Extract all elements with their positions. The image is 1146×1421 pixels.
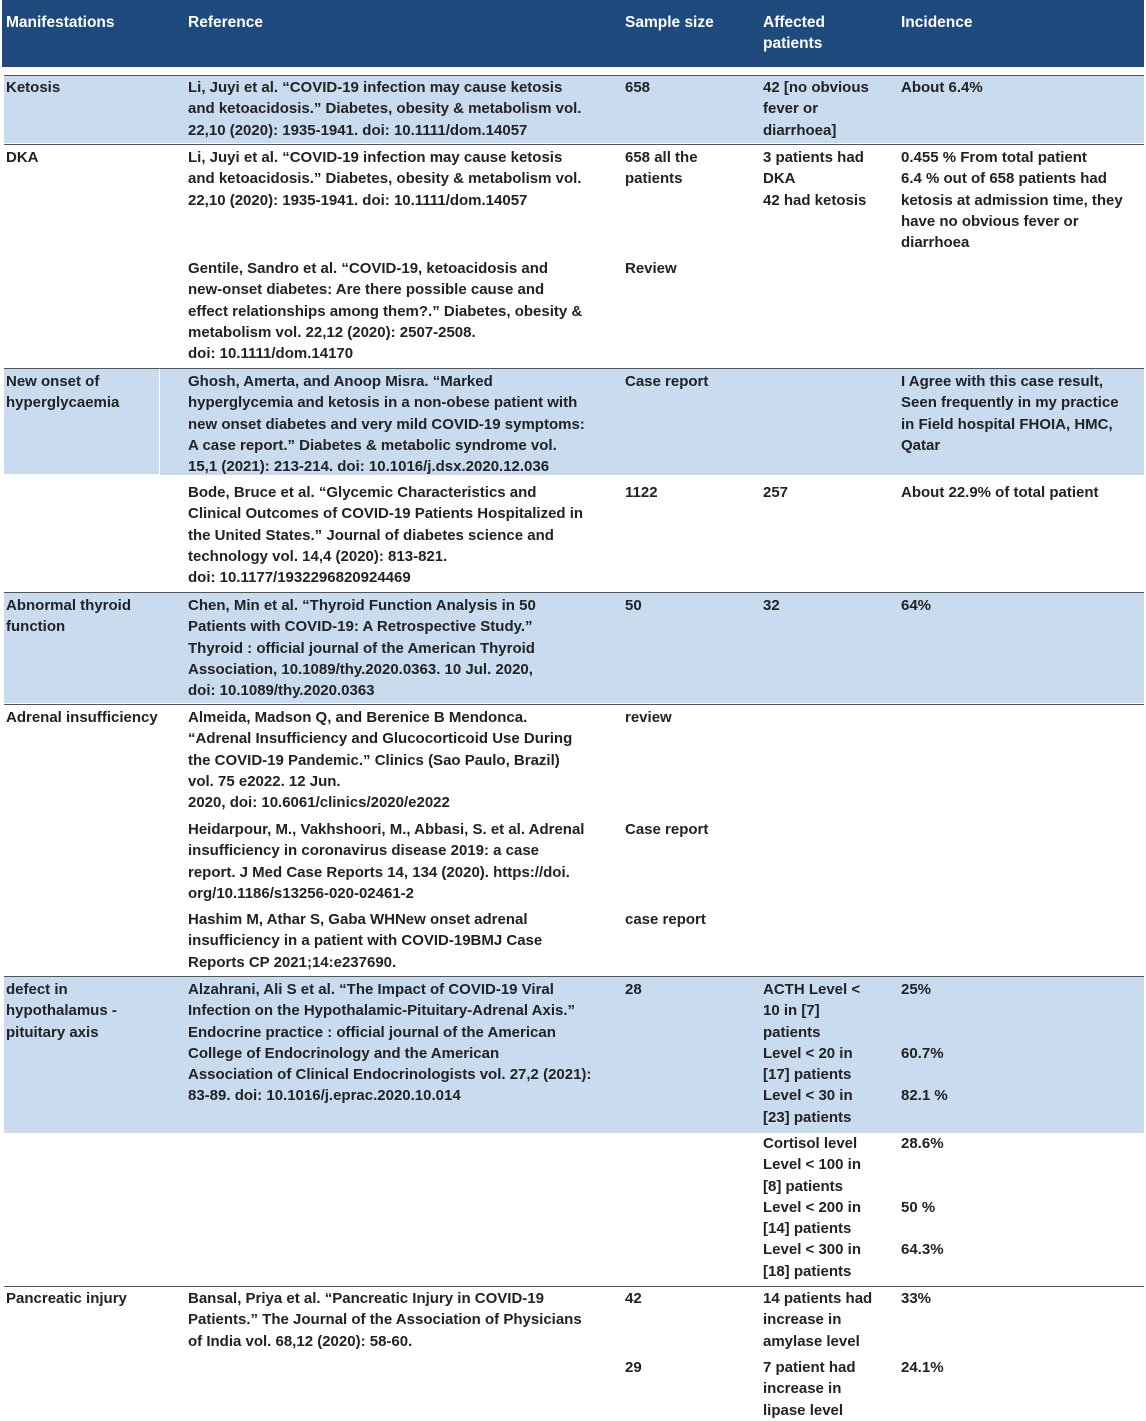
incidence-thyroid: 64% xyxy=(901,597,932,614)
reference-hpa: Alzahrani, Ali S et al. “The Impact of COVID-19 Viral Infection on the Hypothalamic-Pituitary-Adrenal Axis.” Endocrine practice : official journal of the American College of Endocrinology and the American Association of Clinical Endocrinologists vol. 27,2 (2021): 83-89. doi: 10.1016/j.eprac.2020.10.014 xyxy=(188,981,592,1105)
reference-thyroid: Chen, Min et al. “Thyroid Function Analysis in 50 Patients with COVID-19: A Retrospective Study.” Thyroid : official journal of the American Thyroid Association, 10.1089/thy.2020.0363. 10 Jul. 2020, doi: 10.1089/thy.2020.0363 xyxy=(188,597,536,700)
row-divider xyxy=(4,368,1144,369)
affected-ketosis: 42 [no obvious fever or diarrhoea] xyxy=(763,79,869,139)
header-manifestations: Manifestations xyxy=(6,14,115,31)
sample-adrenal: review xyxy=(625,709,672,726)
manifestation-hyperglycaemia: New onset of hyperglycaemia xyxy=(6,373,120,412)
manifestation-thyroid: Abnormal thyroid function xyxy=(6,597,132,636)
reference-hyperglycaemia-2: Bode, Bruce et al. “Glycemic Characteristics and Clinical Outcomes of COVID-19 Patients Hospitalized in the United States.” Journal of diabetes science and technology vol. 14,4 (2020): 813-821. doi: 10.1177/1932296820924469 xyxy=(188,484,584,587)
sample-ketosis: 658 xyxy=(625,79,651,96)
affected-thyroid: 32 xyxy=(763,597,780,614)
reference-ketosis: Li, Juyi et al. “COVID-19 infection may cause ketosis and ketoacidosis.” Diabetes, obesity & metabolism vol. 22,10 (2020): 1935-1941. doi: 10.1111/dom.14057 xyxy=(188,79,582,139)
sample-adrenal-2: Case report xyxy=(625,821,709,838)
header-sample-size: Sample size xyxy=(625,14,714,31)
table-header xyxy=(2,0,1144,67)
incidence-ketosis: About 6.4% xyxy=(901,79,983,96)
reference-adrenal-2: Heidarpour, M., Vakhshoori, M., Abbasi, S. et al. Adrenal insufficiency in coronavirus disease 2019: a case report. J Med Case Reports 14, 134 (2020). https://doi. org/10.1186/s13256-020-02461-2 xyxy=(188,821,585,902)
sample-pancreas: 42 xyxy=(625,1290,642,1307)
row-divider xyxy=(4,704,1144,705)
reference-pancreas: Bansal, Priya et al. “Pancreatic Injury in COVID-19 Patients.” The Journal of the Association of Physicians of India vol. 68,12 (2020): 58-60. xyxy=(188,1290,582,1350)
row-divider xyxy=(4,75,1144,76)
affected-hyperglycaemia-2: 257 xyxy=(763,484,789,501)
reference-hyperglycaemia: Ghosh, Amerta, and Anoop Misra. “Marked hyperglycemia and ketosis in a non-obese patient with new onset diabetes and very mild COVID-19 symptoms: A case report.” Diabetes & metabolic syndrome vol. 15,1 (2021): 213-214. doi: 10.1016/j.dsx.2020.12.036 xyxy=(188,373,585,476)
reference-dka: Li, Juyi et al. “COVID-19 infection may cause ketosis and ketoacidosis.” Diabetes, obesity & metabolism vol. 22,10 (2020): 1935-1941. doi: 10.1111/dom.14057 xyxy=(188,149,582,209)
header-incidence: Incidence xyxy=(901,14,973,31)
row-divider xyxy=(4,1286,1144,1287)
incidence-hyperglycaemia: I Agree with this case result, Seen frequently in my practice in Field hospital FHOIA, HMC, Qatar xyxy=(901,373,1119,454)
affected-pancreas: 14 patients had increase in amylase level xyxy=(763,1290,873,1350)
reference-dka-2: Gentile, Sandro et al. “COVID-19, ketoacidosis and new-onset diabetes: Are there possible cause and effect relationships among them?.” Diabetes, obesity & metabolism vol. 22,12 (2020): 2507-2508. doi: 10.1111/dom.14170 xyxy=(188,260,583,363)
incidence-hyperglycaemia-2: About 22.9% of total patient xyxy=(901,484,1099,501)
manifestation-hpa: defect in hypothalamus - pituitary axis xyxy=(6,981,117,1041)
incidence-hpa-cortisol: 28.6% 50 % 64.3% xyxy=(901,1135,944,1259)
header-affected-patients: Affected patients xyxy=(763,14,826,52)
sample-thyroid: 50 xyxy=(625,597,642,614)
sample-hyperglycaemia-2: 1122 xyxy=(625,484,658,501)
incidence-dka: 0.455 % From total patient 6.4 % out of 658 patients had ketosis at admission time, they have no obvious fever or diarrhoea xyxy=(901,149,1123,252)
row-divider xyxy=(4,592,1144,593)
affected-hpa: ACTH Level < 10 in [7] patients Level < 20 in [17] patients Level < 30 in [23] patients xyxy=(763,981,861,1126)
affected-pancreas-2: 7 patient had increase in lipase level xyxy=(763,1359,856,1419)
sample-dka-2: Review xyxy=(625,260,677,277)
row-divider xyxy=(4,976,1144,977)
manifestation-dka: DKA xyxy=(6,149,39,166)
sample-pancreas-2: 29 xyxy=(625,1359,642,1376)
sample-dka: 658 all the patients xyxy=(625,149,698,188)
sample-hyperglycaemia: Case report xyxy=(625,373,709,390)
row-divider xyxy=(4,144,1144,145)
reference-adrenal: Almeida, Madson Q, and Berenice B Mendonca. “Adrenal Insufficiency and Glucocorticoid Use During the COVID-19 Pandemic.” Clinics (Sao Paulo, Brazil) vol. 75 e2022. 12 Jun. 2020, doi: 10.6061/clinics/2020/e2022 xyxy=(188,709,573,812)
affected-hpa-cortisol: Cortisol level Level < 100 in [8] patients Level < 200 in [14] patients Level < 300 in [18] patients xyxy=(763,1135,861,1280)
manifestation-ketosis: Ketosis xyxy=(6,79,61,96)
header-reference: Reference xyxy=(188,14,263,31)
incidence-pancreas: 33% xyxy=(901,1290,932,1307)
incidence-hpa: 25% 60.7% 82.1 % xyxy=(901,981,948,1105)
reference-adrenal-3: Hashim M, Athar S, Gaba WHNew onset adrenal insufficiency in a patient with COVID-19BMJ Case Reports CP 2021;14:e237690. xyxy=(188,911,543,971)
manifestation-pancreas: Pancreatic injury xyxy=(6,1290,127,1307)
incidence-pancreas-2: 24.1% xyxy=(901,1359,944,1376)
sample-adrenal-3: case report xyxy=(625,911,706,928)
sample-hpa: 28 xyxy=(625,981,642,998)
affected-dka: 3 patients had DKA 42 had ketosis xyxy=(763,149,867,209)
manifestation-adrenal: Adrenal insufficiency xyxy=(6,709,158,726)
